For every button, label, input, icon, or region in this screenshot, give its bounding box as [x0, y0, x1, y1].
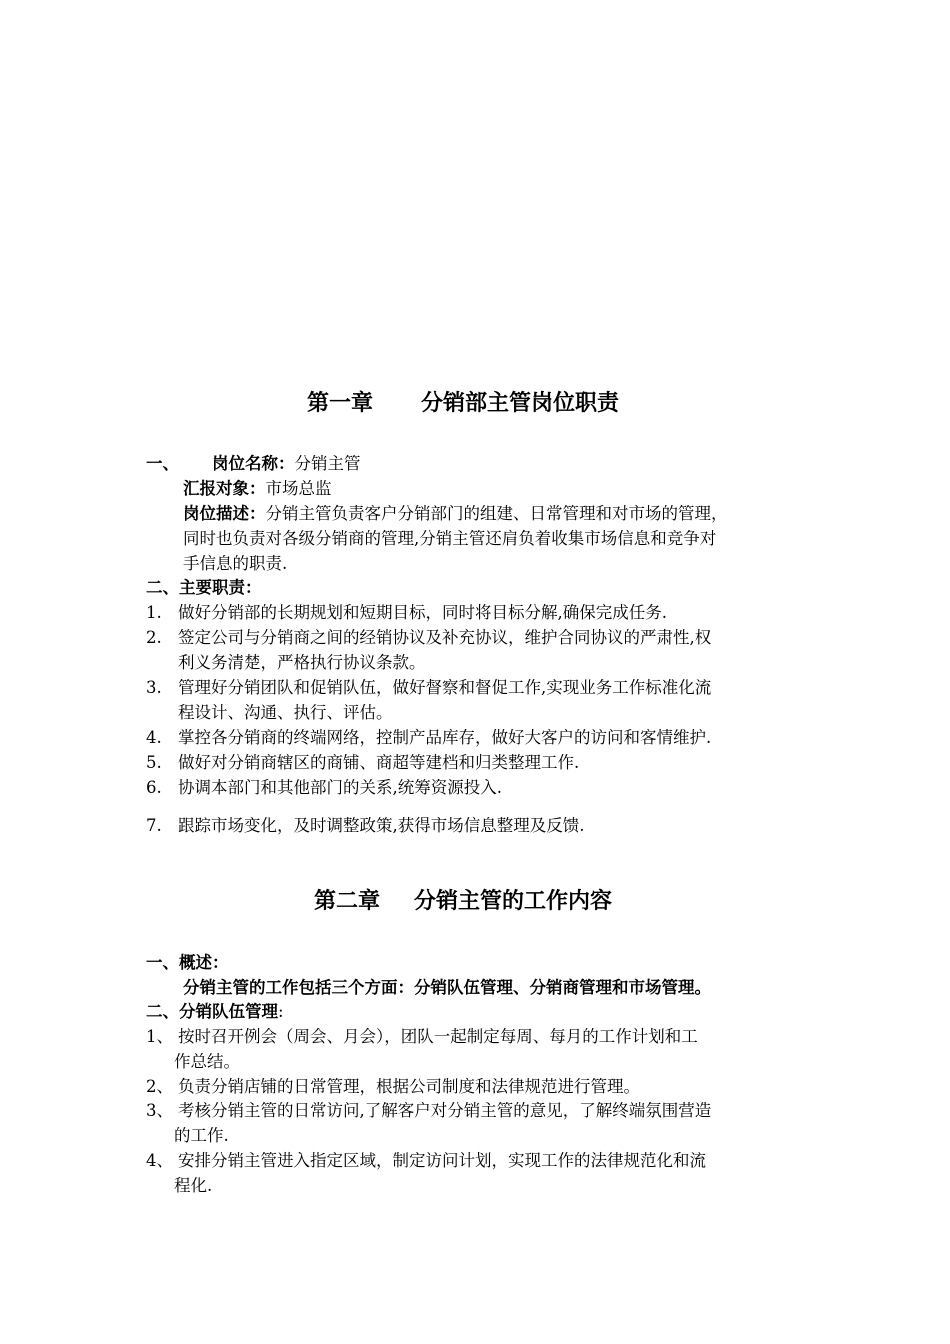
duty-text: 协调本部门和其他部门的关系,统筹资源投入. — [178, 778, 502, 797]
description-line-1: 分销主管负责客户分销部门的组建、日常管理和对市场的管理， — [265, 504, 728, 523]
team-item-3-continuation: 的工作. — [174, 1126, 229, 1145]
chapter-1-heading — [307, 386, 619, 417]
team-item-text: 按时召开例会（周会、月会），团队一起制定每周、每月的工作计划和工 — [178, 1027, 698, 1046]
description-label: 岗位描述 — [183, 504, 249, 523]
duty-item-6 — [146, 776, 502, 800]
duty-item-2-continuation: 利义务清楚，严格执行协议条款。 — [178, 653, 426, 672]
team-item-4 — [146, 1149, 706, 1173]
duty-number: 6. — [146, 778, 162, 797]
position-value: 分销主管 — [294, 454, 361, 473]
team-heading-colon: : — [278, 1002, 284, 1021]
team-item-text: 考核分销主管的日常访问,了解客户对分销主管的意见，了解终端氛围营造 — [178, 1101, 712, 1120]
duty-text: 管理好分销团队和促销队伍，做好督察和督促工作,实现业务工作标准化流 — [178, 678, 712, 697]
report-row: 汇报对象：市场总监 — [183, 479, 332, 498]
duty-item-3 — [146, 676, 711, 700]
description-line-3: 手信息的职责. — [183, 554, 288, 573]
team-item-1 — [146, 1025, 698, 1049]
duty-text: 签定公司与分销商之间的经销协议及补充协议，维护合同协议的严肃性,权 — [178, 628, 712, 647]
team-item-number: 1、 — [146, 1027, 173, 1046]
team-item-4-continuation: 程化. — [174, 1176, 213, 1195]
team-item-number: 2、 — [146, 1077, 173, 1096]
team-item-text: 安排分销主管进入指定区域，制定访问计划，实现工作的法律规范化和流 — [178, 1151, 706, 1170]
team-item-text: 负责分销店铺的日常管理，根据公司制度和法律规范进行管理。 — [178, 1077, 640, 1096]
overview-heading: 一、概述： — [146, 953, 229, 972]
duty-number: 2. — [146, 628, 162, 647]
chapter-1-number: 第一章 — [307, 391, 374, 416]
section-1-marker: 一、 — [146, 454, 179, 473]
team-item-1-continuation: 作总结。 — [174, 1052, 240, 1071]
overview-text: 分销主管的工作包括三个方面：分销队伍管理、分销商管理和市场管理。 — [183, 978, 711, 997]
report-value: 市场总监 — [265, 479, 332, 498]
description-line-2: 同时也负责对各级分销商的管理,分销主管还肩负着收集市场信息和竞争对 — [183, 529, 717, 548]
duty-number: 5. — [146, 753, 162, 772]
section-1-position-row — [146, 452, 179, 476]
duty-item-2 — [146, 626, 711, 650]
chapter-2-title: 分销主管的工作内容 — [414, 889, 613, 914]
team-item-number: 3、 — [146, 1101, 173, 1120]
duty-text: 跟踪市场变化，及时调整政策,获得市场信息整理及反馈. — [178, 816, 585, 835]
position-label: 岗位名称 — [212, 454, 278, 473]
team-item-number: 4、 — [146, 1151, 173, 1170]
duty-item-4 — [146, 726, 711, 750]
duty-item-3-continuation: 程设计、沟通、执行、评估。 — [178, 703, 393, 722]
section-2-heading: 二、主要职责： — [146, 578, 262, 597]
duty-number: 4. — [146, 728, 162, 747]
duty-number: 7. — [146, 816, 162, 835]
chapter-2-heading — [314, 884, 612, 915]
team-heading: 二、分销队伍管理 — [146, 1002, 278, 1021]
duty-number: 3. — [146, 678, 162, 697]
duty-item-5 — [146, 751, 579, 775]
position-name-row: 岗位名称：分销主管 — [212, 454, 361, 473]
duty-item-7 — [146, 814, 585, 838]
team-item-3 — [146, 1099, 711, 1123]
chapter-1-title: 分销部主管岗位职责 — [421, 391, 620, 416]
duty-text: 做好对分销商辖区的商铺、商超等建档和归类整理工作. — [178, 753, 580, 772]
description-row: 岗位描述：分销主管负责客户分销部门的组建、日常管理和对市场的管理， — [183, 504, 728, 523]
duty-text: 掌控各分销商的终端网络，控制产品库存，做好大客户的访问和客情维护. — [178, 728, 712, 747]
team-item-2 — [146, 1075, 640, 1099]
chapter-2-number: 第二章 — [314, 889, 381, 914]
duty-number: 1. — [146, 603, 162, 622]
duty-text: 做好分销部的长期规划和短期目标，同时将目标分解,确保完成任务. — [178, 603, 667, 622]
team-heading-row — [146, 1000, 284, 1024]
report-label: 汇报对象 — [183, 479, 249, 498]
duty-item-1 — [146, 601, 667, 625]
